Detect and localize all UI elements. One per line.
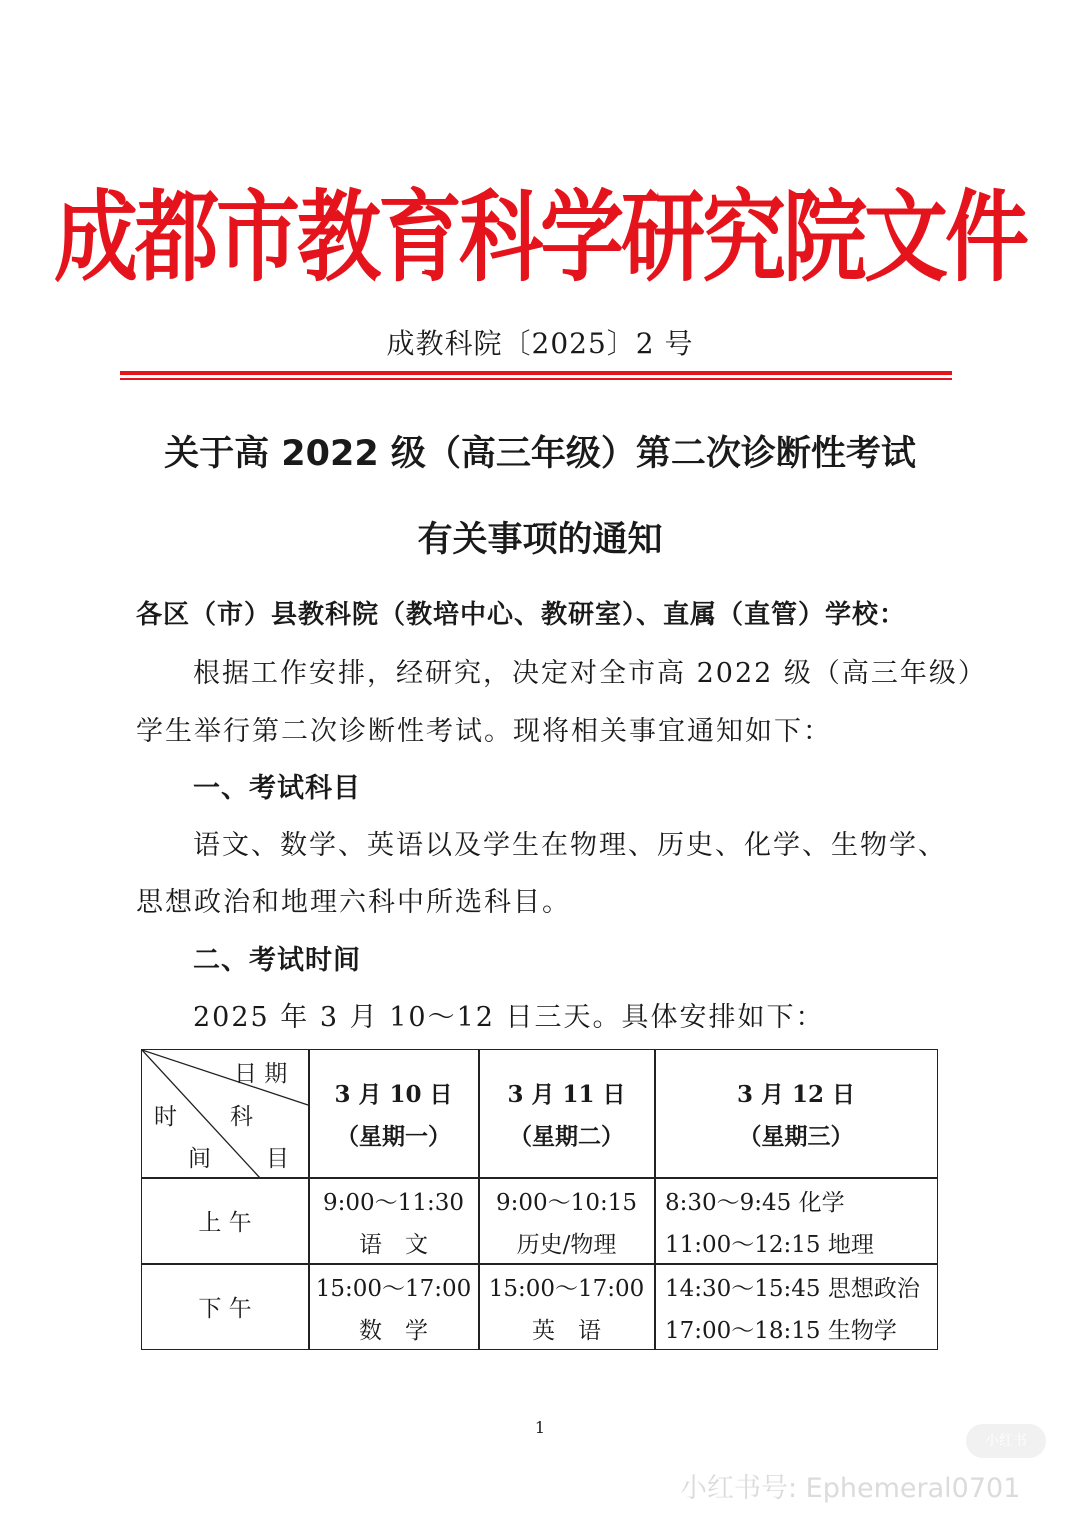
org-header-title: 成都市教育科学研究院文件 (53, 179, 1026, 295)
corner-time-label: 时 (154, 1104, 177, 1130)
table-cell-time-subject: 11:00～12:15 地理 (665, 1232, 874, 1258)
table-cell-time-subject: 14:30～15:45 思想政治 (665, 1276, 920, 1302)
table-cell-time-subject: 17:00～18:15 生物学 (665, 1318, 897, 1344)
notice-title-line-2: 有关事项的通知 (417, 520, 663, 560)
intro-paragraph-line-2: 学生举行第二次诊断性考试。现将相关事宜通知如下： (136, 716, 832, 747)
column-header-date: 3 月 10 日 (334, 1081, 453, 1108)
row-label-morning: 上 午 (198, 1210, 252, 1236)
column-header-date: 3 月 12 日 (736, 1081, 856, 1108)
table-cell-subject: 英 语 (532, 1318, 601, 1344)
column-header-weekday: （星期三） (738, 1123, 854, 1150)
corner-time-label-2: 间 (188, 1146, 211, 1172)
column-header-weekday: （星期一） (336, 1123, 451, 1150)
table-cell-subject: 数 学 (359, 1318, 428, 1344)
subjects-paragraph-line-1: 语文、数学、英语以及学生在物理、历史、化学、生物学、 (193, 830, 947, 861)
table-cell-time: 15:00～17:00 (488, 1276, 645, 1302)
subjects-paragraph-line-2: 思想政治和地理六科中所选科目。 (136, 887, 571, 918)
header-divider-thin (120, 378, 952, 380)
time-paragraph: 2025 年 3 月 10～12 日三天。具体安排如下： (193, 1002, 825, 1033)
corner-date-label: 日 期 (234, 1061, 288, 1087)
intro-paragraph-line-1: 根据工作安排，经研究，决定对全市高 2022 级（高三年级） (193, 658, 987, 689)
table-cell-time-subject: 8:30～9:45 化学 (665, 1190, 845, 1216)
section-heading-subjects: 一、考试科目 (193, 773, 361, 804)
page-number: 1 (534, 1418, 546, 1437)
section-heading-time: 二、考试时间 (193, 945, 361, 976)
row-label-afternoon: 下 午 (198, 1296, 252, 1322)
column-header-date: 3 月 11 日 (507, 1081, 626, 1108)
watermark-text: 小红书号: Ephemeral0701 (680, 1473, 1021, 1504)
notice-title-line-1: 关于高 2022 级（高三年级）第二次诊断性考试 (164, 434, 916, 474)
header-divider-thick (120, 371, 952, 375)
recipients-line: 各区（市）县教科院（教培中心、教研室）、直属（直管）学校： (136, 600, 907, 630)
table-cell-subject: 历史/物理 (516, 1232, 617, 1258)
table-cell-time: 9:00～11:30 (323, 1190, 464, 1216)
table-row-divider (142, 1263, 937, 1265)
corner-subject-label: 科 (230, 1104, 253, 1130)
exam-schedule-table (141, 1049, 938, 1350)
document-number: 成教科院〔2025〕2 号 (386, 327, 694, 360)
table-cell-subject: 语 文 (359, 1232, 428, 1258)
table-cell-time: 15:00～17:00 (315, 1276, 472, 1302)
table-cell-time: 9:00～10:15 (496, 1190, 637, 1216)
column-header-weekday: （星期二） (509, 1123, 624, 1150)
watermark-logo: 小红书 (966, 1424, 1046, 1458)
corner-subject-label-2: 目 (266, 1146, 289, 1172)
